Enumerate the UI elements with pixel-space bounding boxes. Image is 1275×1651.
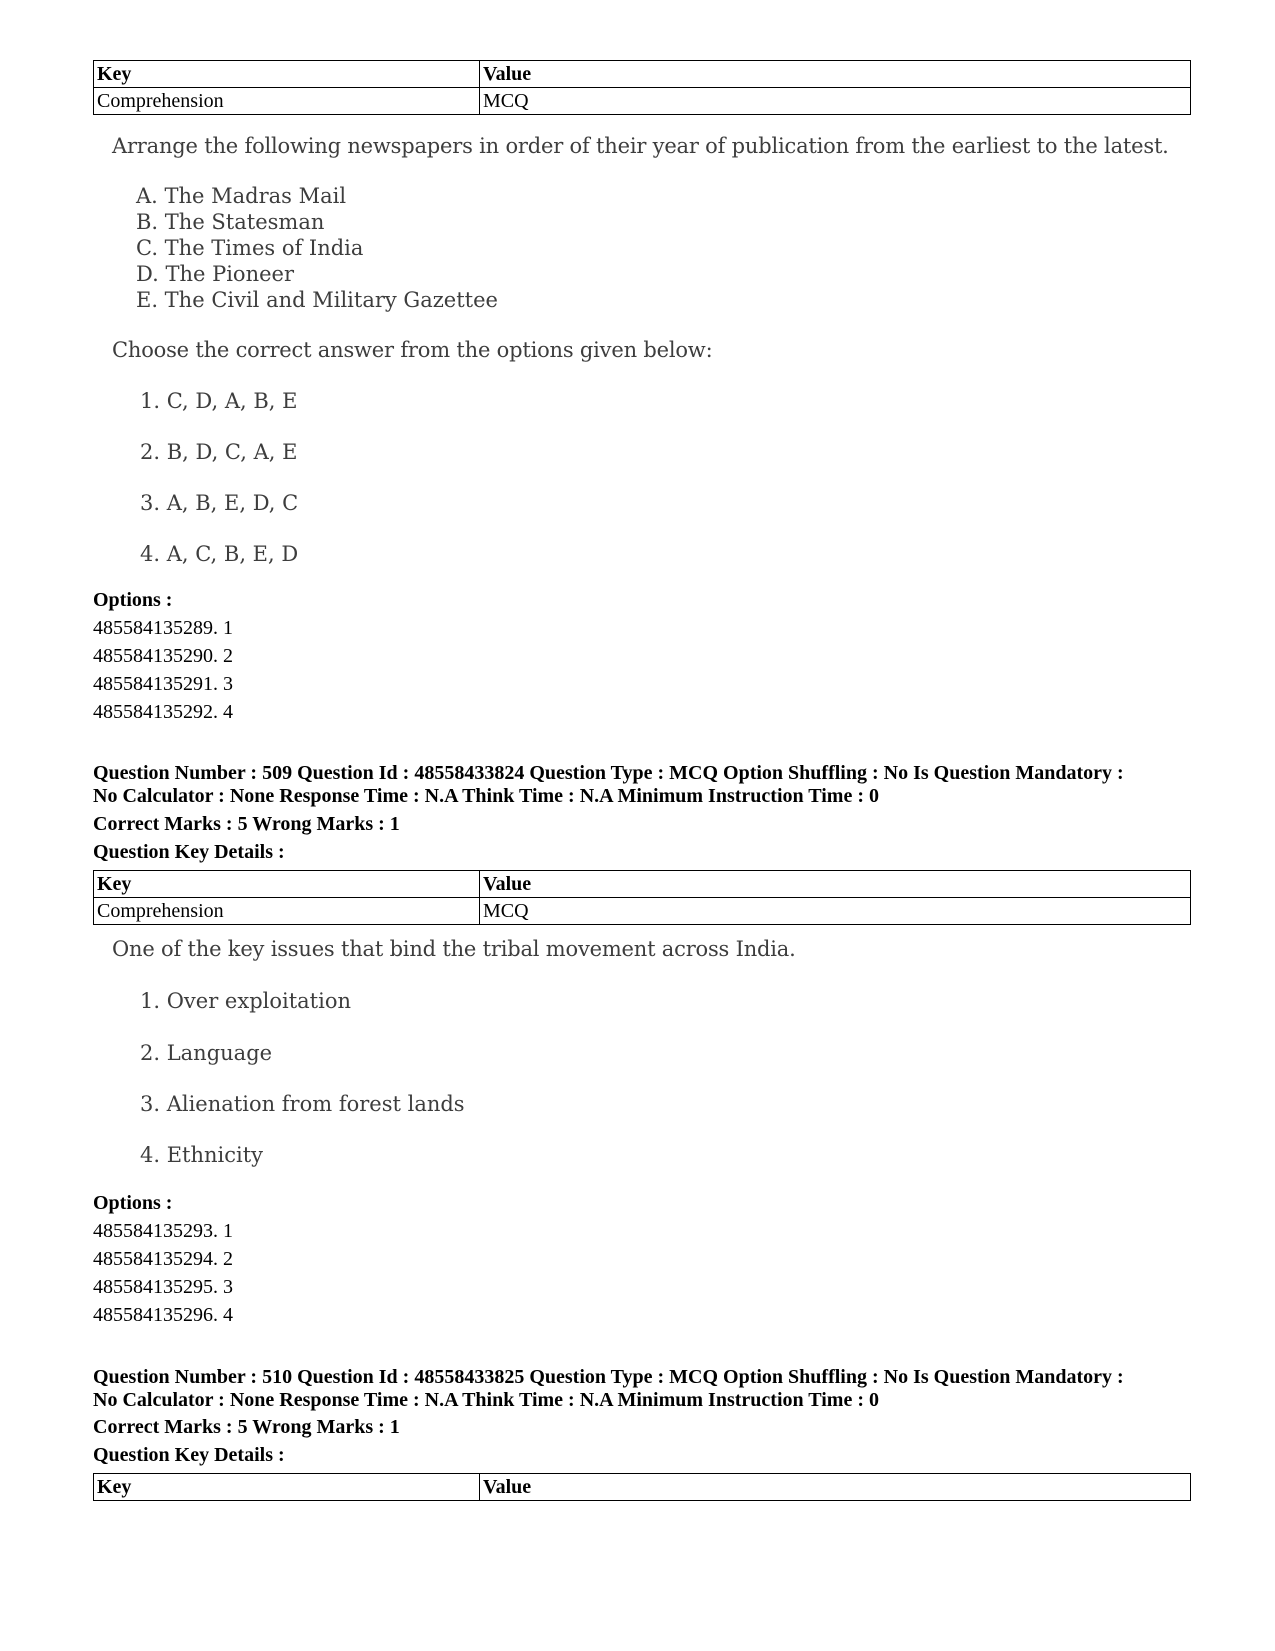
option-item: 485584135294. 2 <box>93 1248 233 1270</box>
table-cell-key: Comprehension <box>94 898 480 925</box>
answer-choice: 2. Language <box>140 1041 273 1065</box>
table-header-value: Value <box>480 871 1191 898</box>
table-header-value: Value <box>480 61 1191 88</box>
option-item: 485584135291. 3 <box>93 673 233 695</box>
table-row <box>94 898 1191 925</box>
table-cell-key: Comprehension <box>94 88 480 115</box>
question-stem: Arrange the following newspapers in order of their year of publication from the earliest to the latest. <box>112 134 1169 158</box>
list-item: E. The Civil and Military Gazettee <box>136 288 498 312</box>
table-header-key: Key <box>94 871 480 898</box>
option-item: 485584135295. 3 <box>93 1276 233 1298</box>
option-item: 485584135292. 4 <box>93 701 233 723</box>
question-key-table <box>93 870 1191 925</box>
table-header-key: Key <box>94 61 480 88</box>
answer-choice: 1. Over exploitation <box>140 989 352 1013</box>
question-meta-line: Question Number : 509 Question Id : 48558433824 Question Type : MCQ Option Shuffling : No Is Question Mandatory : <box>93 762 1124 784</box>
table-header-value: Value <box>480 1474 1191 1501</box>
option-item: 485584135289. 1 <box>93 617 233 639</box>
list-item: B. The Statesman <box>136 210 325 234</box>
answer-choice: 3. Alienation from forest lands <box>140 1092 465 1116</box>
options-label: Options : <box>93 589 173 611</box>
answer-choice: 4. A, C, B, E, D <box>140 542 299 566</box>
option-item: 485584135296. 4 <box>93 1304 233 1326</box>
question-key-details-label: Question Key Details : <box>93 841 285 863</box>
answer-choice: 3. A, B, E, D, C <box>140 491 299 515</box>
list-item: C. The Times of India <box>136 236 364 260</box>
table-header-row <box>94 1474 1191 1501</box>
answer-choice: 2. B, D, C, A, E <box>140 440 298 464</box>
question-key-table <box>93 60 1191 115</box>
question-meta-line: No Calculator : None Response Time : N.A Think Time : N.A Minimum Instruction Time : 0 <box>93 785 879 807</box>
table-row <box>94 88 1191 115</box>
list-item: D. The Pioneer <box>136 262 294 286</box>
question-meta-line: No Calculator : None Response Time : N.A Think Time : N.A Minimum Instruction Time : 0 <box>93 1389 879 1411</box>
options-label: Options : <box>93 1192 173 1214</box>
table-cell-value: MCQ <box>480 88 1191 115</box>
table-cell-value: MCQ <box>480 898 1191 925</box>
question-marks: Correct Marks : 5 Wrong Marks : 1 <box>93 1416 400 1438</box>
table-header-row <box>94 61 1191 88</box>
question-instruction: Choose the correct answer from the options given below: <box>112 338 713 362</box>
question-key-details-label: Question Key Details : <box>93 1444 285 1466</box>
answer-choice: 4. Ethnicity <box>140 1143 264 1167</box>
list-item: A. The Madras Mail <box>136 184 347 208</box>
question-meta-line: Question Number : 510 Question Id : 48558433825 Question Type : MCQ Option Shuffling : No Is Question Mandatory : <box>93 1366 1124 1388</box>
question-stem: One of the key issues that bind the tribal movement across India. <box>112 937 796 961</box>
option-item: 485584135290. 2 <box>93 645 233 667</box>
question-marks: Correct Marks : 5 Wrong Marks : 1 <box>93 813 400 835</box>
question-key-table <box>93 1473 1191 1501</box>
option-item: 485584135293. 1 <box>93 1220 233 1242</box>
table-header-row <box>94 871 1191 898</box>
answer-choice: 1. C, D, A, B, E <box>140 389 298 413</box>
table-header-key: Key <box>94 1474 480 1501</box>
